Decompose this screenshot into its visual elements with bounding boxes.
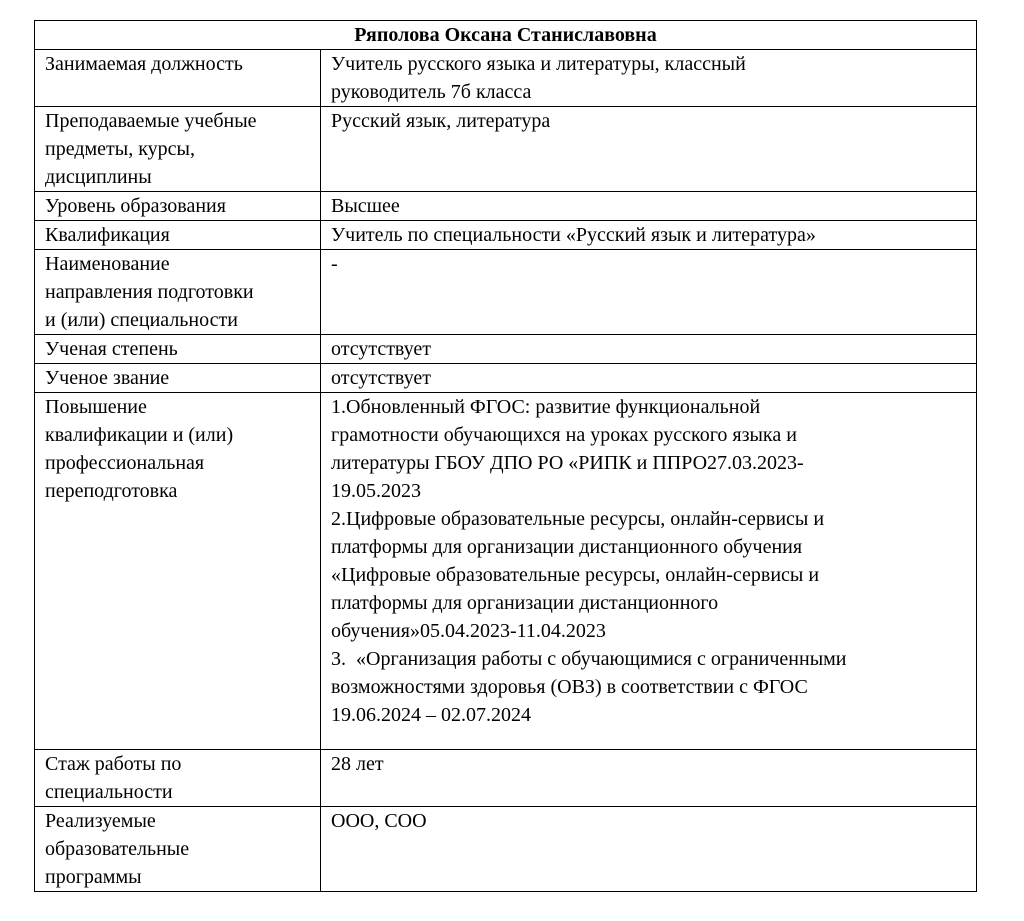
row-value: Учитель русского языка и литературы, классный руководитель 7б класса — [321, 50, 977, 107]
row-label: Квалификация — [35, 221, 321, 250]
teacher-name: Ряполова Оксана Станиславовна — [35, 21, 977, 50]
row-label: Уровень образования — [35, 192, 321, 221]
row-value: Учитель по специальности «Русский язык и литература» — [321, 221, 977, 250]
row-professional-development — [35, 393, 977, 750]
row-subjects — [35, 107, 977, 192]
row-value: - — [321, 250, 977, 335]
row-label: Ученая степень — [35, 335, 321, 364]
row-label: Ученое звание — [35, 364, 321, 393]
title-row — [35, 21, 977, 50]
teacher-profile-table — [34, 20, 977, 892]
row-value: отсутствует — [321, 335, 977, 364]
row-label: Реализуемые образовательные программы — [35, 807, 321, 892]
row-label: Наименование направления подготовки и (или) специальности — [35, 250, 321, 335]
row-academic-title — [35, 364, 977, 393]
row-position — [35, 50, 977, 107]
row-label: Стаж работы по специальности — [35, 750, 321, 807]
row-education-level — [35, 192, 977, 221]
row-label: Повышение квалификации и (или) профессиональная переподготовка — [35, 393, 321, 750]
row-value: ООО, СОО — [321, 807, 977, 892]
row-value: Русский язык, литература — [321, 107, 977, 192]
row-work-experience — [35, 750, 977, 807]
row-label: Занимаемая должность — [35, 50, 321, 107]
row-value: 1.Обновленный ФГОС: развитие функциональной грамотности обучающихся на уроках русского языка и литературы ГБОУ ДПО РО «РИПК и ППРО27.03.2023- 19.05.2023 2.Цифровые образовательные ресурсы, онлайн-сервисы и платформы для организации дистанционного обучения «Цифровые образовательные ресурсы, онлайн-сервисы и платформы для организации дистанционного обучения»05.04.2023-11.04.2023 3. «Организация работы с обучающимися с ограниченными возможностями здоровья (ОВЗ) в соответствии с ФГОС 19.06.2024 – 02.07.2024 — [321, 393, 977, 750]
row-label: Преподаваемые учебные предметы, курсы, дисциплины — [35, 107, 321, 192]
row-value: Высшее — [321, 192, 977, 221]
row-academic-degree — [35, 335, 977, 364]
row-value: 28 лет — [321, 750, 977, 807]
row-educational-programs — [35, 807, 977, 892]
row-value: отсутствует — [321, 364, 977, 393]
row-training-direction — [35, 250, 977, 335]
row-qualification — [35, 221, 977, 250]
